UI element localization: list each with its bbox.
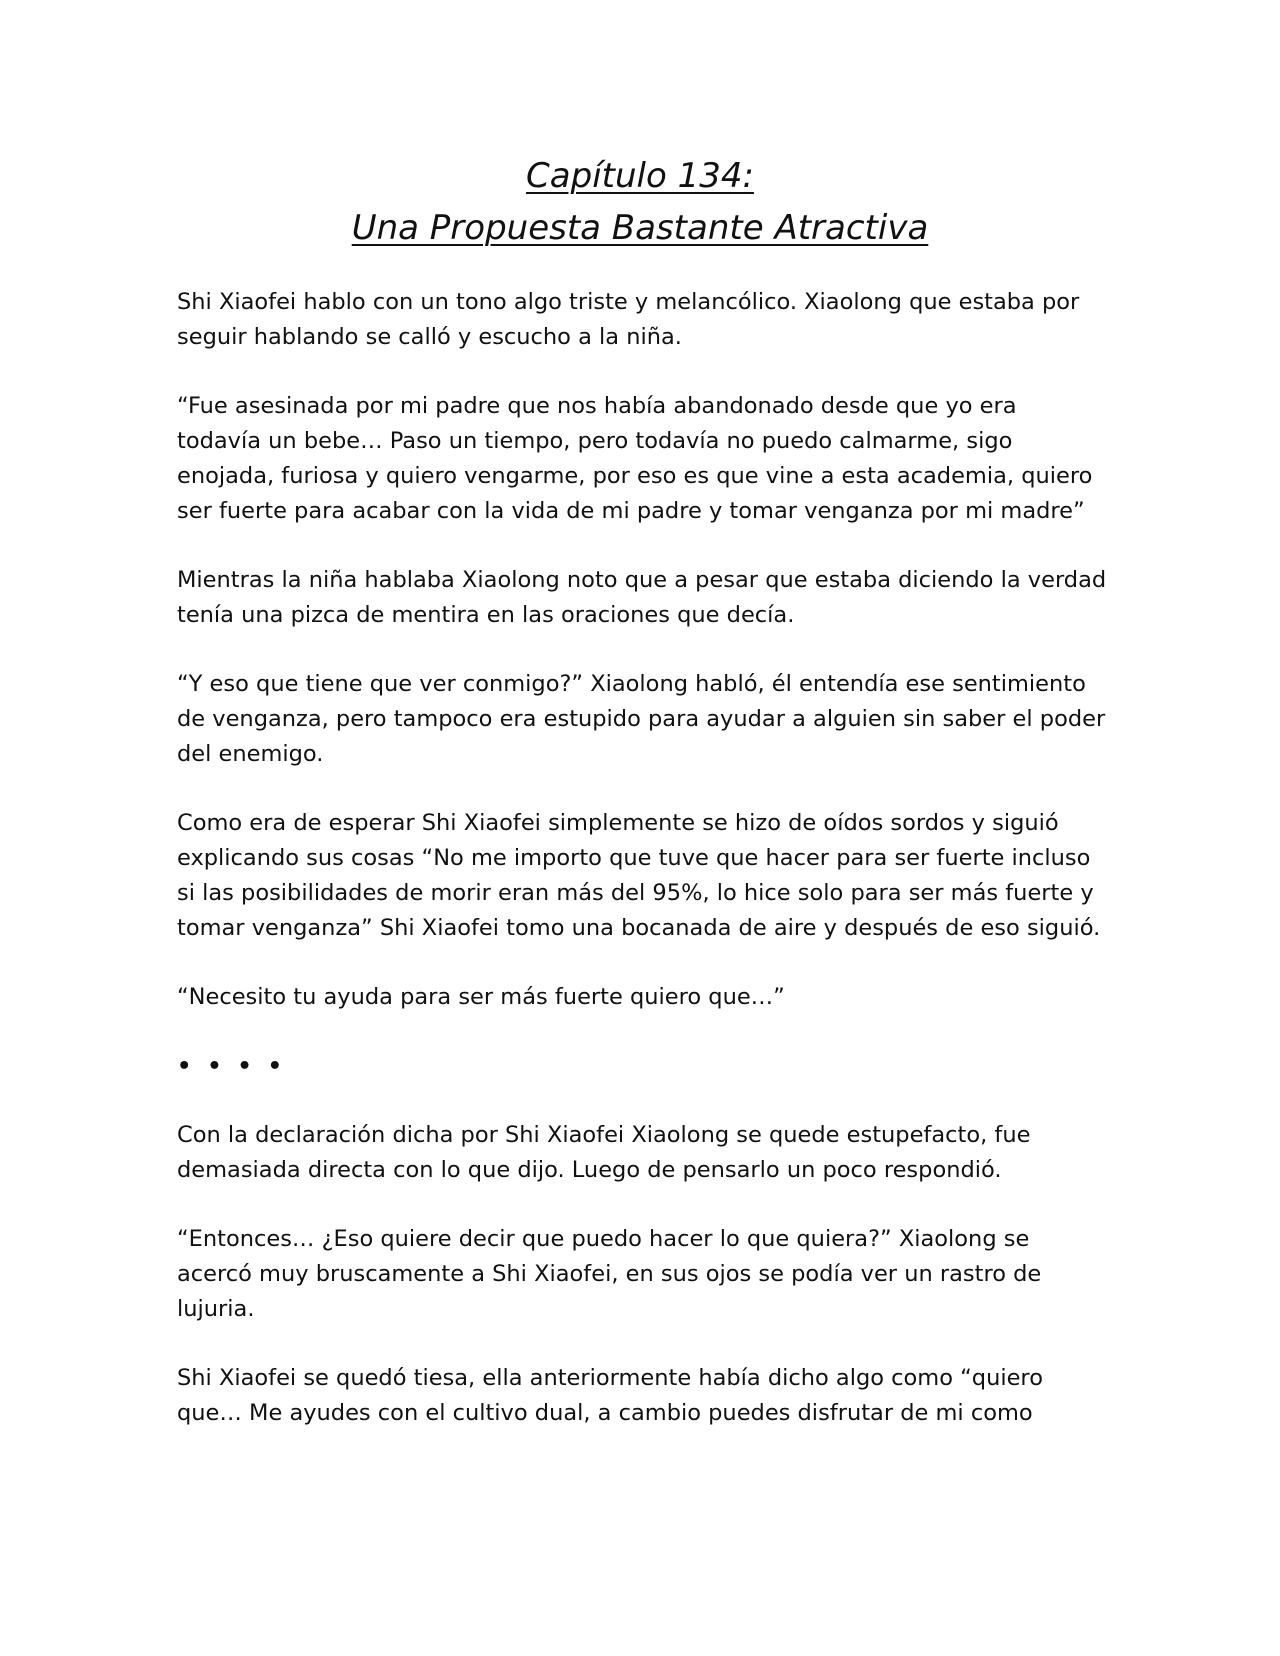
paragraph: “Fue asesinada por mi padre que nos había abandonado desde que yo era todavía un bebe… Paso un tiempo, pero todavía no puedo calmarme, sigo enojada, furiosa y quiero vengarme, por eso es que vine a esta academia, quiero ser fuerte para acabar con la vida de mi padre y tomar venganza por mi madre”: [177, 393, 1093, 524]
paragraph: Mientras la niña hablaba Xiaolong noto que a pesar que estaba diciendo la verdad tenía una pizca de mentira en las oraciones que decía.: [177, 567, 1107, 628]
scene-separator: • • • •: [177, 1053, 287, 1079]
paragraph: Shi Xiaofei se quedó tiesa, ella anteriormente había dicho algo como “quiero que… Me ayudes con el cultivo dual, a cambio puedes disfrutar de mi como: [177, 1365, 1043, 1426]
chapter-number: Capítulo 134:: [526, 156, 754, 196]
paragraph: “Y eso que tiene que ver conmigo?” Xiaolong habló, él entendía ese sentimiento de venganza, pero tampoco era estupido para ayudar a alguien sin saber el poder del enemigo.: [177, 671, 1106, 767]
paragraph: “Entonces… ¿Eso quiere decir que puedo hacer lo que quiera?” Xiaolong se acercó muy bruscamente a Shi Xiaofei, en sus ojos se podía ver un rastro de lujuria.: [177, 1226, 1042, 1322]
chapter-name: Una Propuesta Bastante Atractiva: [351, 208, 929, 248]
paragraph: “Necesito tu ayuda para ser más fuerte quiero que…”: [177, 984, 785, 1010]
chapter-body: [177, 285, 1107, 1465]
paragraph: Con la declaración dicha por Shi Xiaofei Xiaolong se quede estupefacto, fue demasiada directa con lo que dijo. Luego de pensarlo un poco respondió.: [177, 1122, 1031, 1183]
chapter-title: [0, 150, 1280, 254]
paragraph: Shi Xiaofei hablo con un tono algo triste y melancólico. Xiaolong que estaba por seguir hablando se calló y escucho a la niña.: [177, 289, 1080, 350]
paragraph: Como era de esperar Shi Xiaofei simplemente se hizo de oídos sordos y siguió explicando sus cosas “No me importo que tuve que hacer para ser fuerte incluso si las posibilidades de morir eran más del 95%, lo hice solo para ser más fuerte y tomar venganza” Shi Xiaofei tomo una bocanada de aire y después de eso siguió.: [177, 810, 1101, 941]
